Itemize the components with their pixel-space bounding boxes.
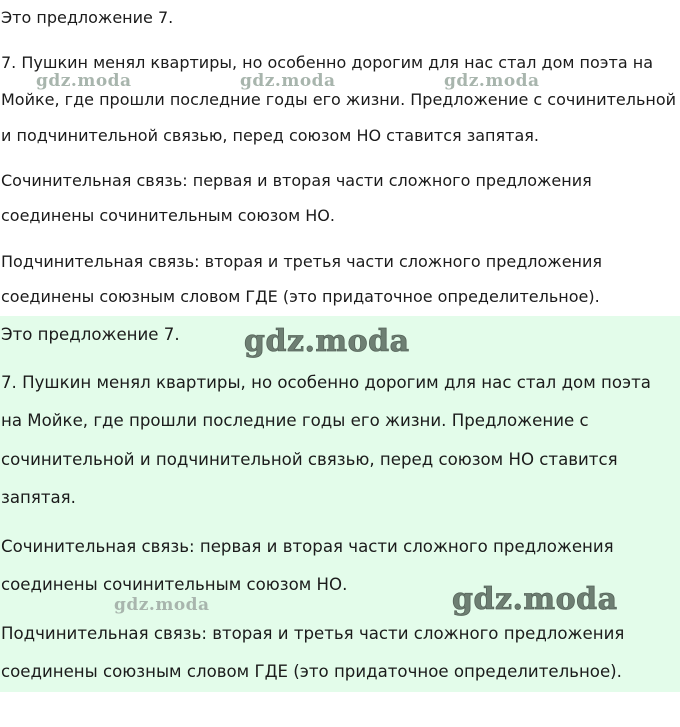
answer-line: Сочинительная связь: первая и вторая части сложного предложения bbox=[1, 537, 614, 556]
answer-line: на Мойке, где прошли последние годы его жизни. Предложение с bbox=[1, 411, 589, 430]
answer-line: 7. Пушкин менял квартиры, но особенно дорогим для нас стал дом поэта на bbox=[1, 53, 654, 72]
answer-line: и подчинительной связью, перед союзом НО ставится запятая. bbox=[1, 126, 539, 145]
answer-line: Подчинительная связь: вторая и третья части сложного предложения bbox=[1, 252, 603, 271]
answer-line: соединены сочинительным союзом НО. bbox=[1, 575, 348, 594]
watermark-logo: gdz.moda bbox=[36, 71, 132, 91]
watermark-logo: gdz.moda bbox=[452, 582, 618, 617]
answer-line: сочинительной и подчинительной связью, перед союзом НО ставится bbox=[1, 450, 618, 469]
watermark-logo: gdz.moda bbox=[444, 71, 540, 91]
answer-line: соединены союзным словом ГДЕ (это придаточное определительное). bbox=[1, 287, 600, 306]
answer-line: Подчинительная связь: вторая и третья части сложного предложения bbox=[1, 624, 625, 643]
answer-line: Мойке, где прошли последние годы его жизни. Предложение с сочинительной bbox=[1, 90, 677, 109]
answer-line: соединены союзным словом ГДЕ (это придаточное определительное). bbox=[1, 662, 622, 681]
watermark-logo: gdz.moda bbox=[244, 324, 410, 359]
answer-line: Это предложение 7. bbox=[1, 325, 180, 344]
answer-line: соединены сочинительным союзом НО. bbox=[1, 206, 335, 225]
watermark-logo: gdz.moda bbox=[240, 71, 336, 91]
answer-line: Сочинительная связь: первая и вторая части сложного предложения bbox=[1, 171, 592, 190]
answer-line: запятая. bbox=[1, 488, 76, 507]
watermark-logo: gdz.moda bbox=[114, 595, 210, 615]
answer-line: 7. Пушкин менял квартиры, но особенно дорогим для нас стал дом поэта bbox=[1, 373, 651, 392]
answer-line: Это предложение 7. bbox=[1, 8, 174, 27]
